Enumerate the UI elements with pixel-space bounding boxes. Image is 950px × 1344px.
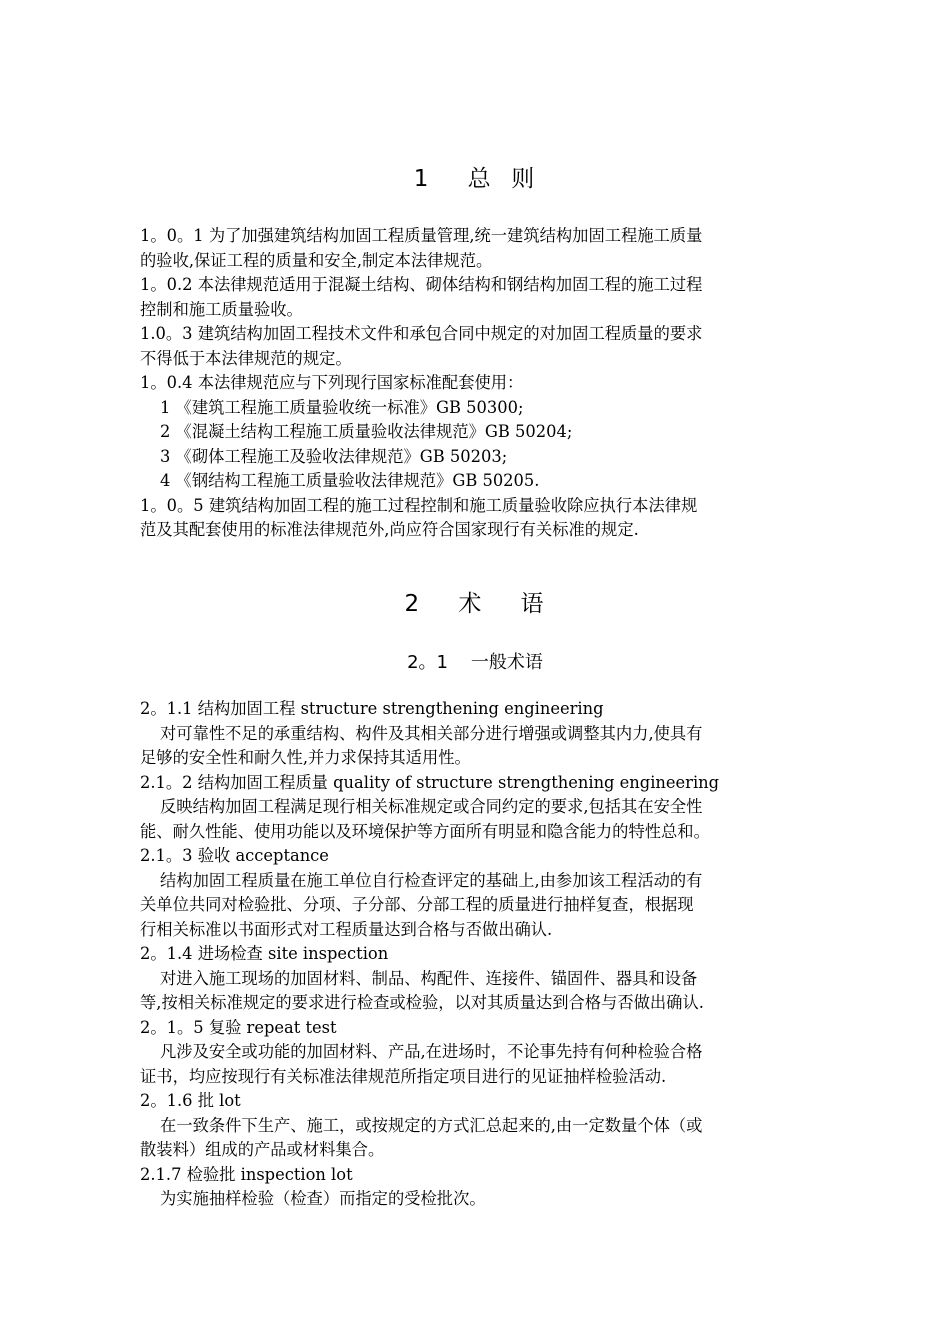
clause-1-0-1	[140, 224, 816, 273]
term-definition: 足够的安全性和耐久性,并力求保持其适用性。	[140, 748, 471, 767]
term-heading: 2.1.7 检验批 inspection lot	[140, 1164, 353, 1184]
term-definition: 在一致条件下生产、施工，或按规定的方式汇总起来的,由一定数量个体（或	[160, 1115, 703, 1135]
clause-1-0-5	[140, 494, 816, 543]
clause-line: 控制和施工质量验收。	[140, 299, 303, 319]
term-heading: 2。1.6 批 lot	[140, 1091, 241, 1110]
clause-line: 1.0。3 建筑结构加固工程技术文件和承包合同中规定的对加固工程质量的要求	[140, 324, 703, 343]
clause-line: 1。0.2 本法律规范适用于混凝土结构、砌体结构和钢结构加固工程的施工过程	[140, 275, 703, 294]
standard-item: 4 《钢结构工程施工质量验收法律规范》GB 50205.	[160, 471, 540, 490]
clause-line: 范及其配套使用的标准法律规范外,尚应符合国家现行有关标准的规定.	[140, 520, 639, 539]
clause-line: 1。0。1 为了加强建筑结构加固工程质量管理,统一建筑结构加固工程施工质量	[140, 226, 703, 245]
term-2-1-3	[140, 844, 816, 942]
clause-1-0-3	[140, 322, 816, 371]
term-heading: 2.1。2 结构加固工程质量 quality of structure strengthening engineering	[140, 772, 720, 792]
term-definition: 关单位共同对检验批、分项、子分部、分部工程的质量进行抽样复查，根据现	[140, 895, 694, 914]
term-definition: 凡涉及安全或功能的加固材料、产品,在进场时，不论事先持有何种检验合格	[160, 1042, 703, 1061]
term-heading: 2。1。5 复验 repeat test	[140, 1017, 337, 1037]
standard-item: 2 《混凝土结构工程施工质量验收法律规范》GB 50204;	[160, 422, 573, 441]
term-heading: 2。1.4 进场检查 site inspection	[140, 944, 389, 963]
term-definition: 对可靠性不足的承重结构、构件及其相关部分进行增强或调整其内力,使具有	[160, 723, 703, 743]
term-definition: 等,按相关标准规定的要求进行检查或检验，以对其质量达到合格与否做出确认.	[140, 993, 704, 1012]
chapter-1-title: 1 总 则	[413, 166, 537, 192]
standards-list	[160, 396, 816, 494]
clause-line: 不得低于本法律规范的规定。	[140, 348, 352, 368]
term-definition: 行相关标准以书面形式对工程质量达到合格与否做出确认.	[140, 919, 553, 939]
term-definition: 证书，均应按现行有关标准法律规范所指定项目进行的见证抽样检验活动.	[140, 1066, 667, 1086]
term-heading: 2.1。3 验收 acceptance	[140, 846, 329, 865]
term-2-1-7	[140, 1163, 816, 1212]
term-2-1-1	[140, 697, 816, 771]
term-2-1-6	[140, 1089, 816, 1163]
term-definition: 为实施抽样检验（检查）而指定的受检批次。	[160, 1189, 486, 1208]
term-2-1-5	[140, 1016, 816, 1090]
clause-line: 1。0.4 本法律规范应与下列现行国家标准配套使用：	[140, 373, 524, 392]
clause-line: 1。0。5 建筑结构加固工程的施工过程控制和施工质量验收除应执行本法律规	[140, 495, 698, 515]
term-2-1-2	[140, 771, 816, 845]
term-definition: 结构加固工程质量在施工单位自行检查评定的基础上,由参加该工程活动的有	[160, 870, 703, 890]
standard-item: 1 《建筑工程施工质量验收统一标准》GB 50300;	[160, 397, 524, 417]
term-definition: 反映结构加固工程满足现行相关标准规定或合同约定的要求,包括其在安全性	[160, 797, 703, 816]
section-2-1-title: 2。1 一般术语	[407, 652, 543, 673]
term-definition: 能、耐久性能、使用功能以及环境保护等方面所有明显和隐含能力的特性总和。	[140, 821, 710, 841]
standard-item: 3 《砌体工程施工及验收法律规范》GB 50203;	[160, 446, 508, 466]
term-2-1-4	[140, 942, 816, 1016]
clause-line: 的验收,保证工程的质量和安全,制定本法律规范。	[140, 250, 493, 270]
chapter-2-title: 2 术 语	[404, 591, 546, 617]
term-definition: 对进入施工现场的加固材料、制品、构配件、连接件、锚固件、器具和设备	[160, 968, 698, 988]
clause-1-0-2	[140, 273, 816, 322]
term-definition: 散装料）组成的产品或材料集合。	[140, 1140, 385, 1159]
clause-1-0-4	[140, 371, 816, 396]
term-heading: 2。1.1 结构加固工程 structure strengthening engineering	[140, 699, 604, 718]
